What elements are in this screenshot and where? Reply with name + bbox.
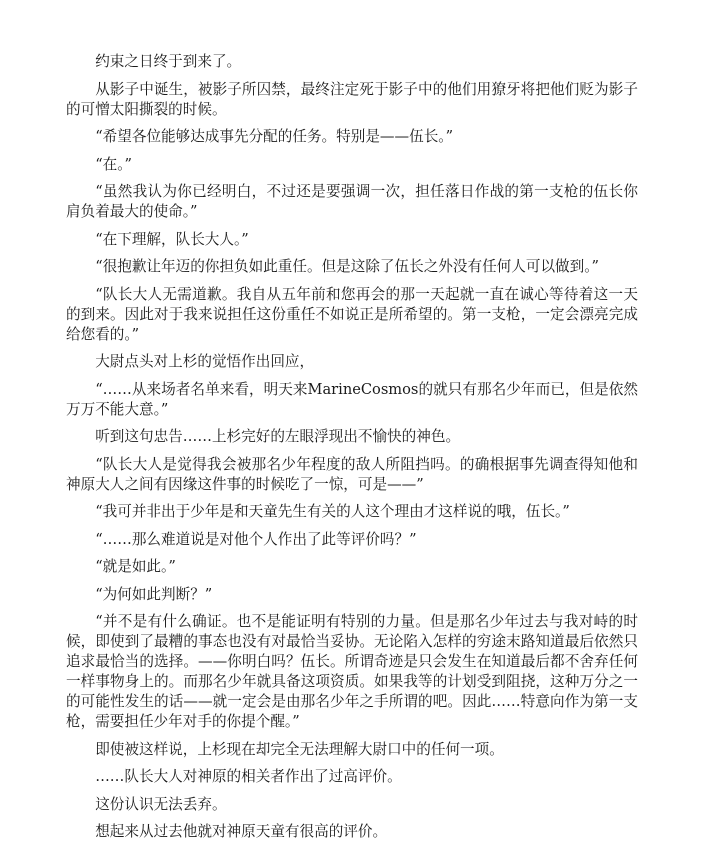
- paragraph: “队长大人无需道歉。我自从五年前和您再会的那一天起就一直在诚心等待着这一天的到来。因此对于我来说担任这份重任不如说正是所希望的。第一支枪，一定会漂亮完成给您看的。”: [66, 285, 638, 343]
- paragraph: “为何如此判断？”: [95, 585, 213, 603]
- paragraph: 想起来从过去他就对神原天童有很高的评价。: [95, 823, 388, 840]
- paragraph: 从影子中诞生，被影子所囚禁，最终注定死于影子中的他们用獠牙将把他们贬为影子的可憎太阳撕裂的时候。: [66, 80, 638, 118]
- paragraph: “我可并非出于少年是和天童先生有关的人这个理由才这样说的哦，伍长。”: [95, 503, 570, 520]
- paragraph: “并不是有什么确证。也不是能证明有特别的力量。但是那名少年过去与我对峙的时候，即使到了最糟的事态也没有对最恰当妥协。无论陷入怎样的穷途末路知道最后依然只追求最恰当的选择。——你明白吗？伍长。所谓奇迹是只会发生在知道最后都不舍弃任何一样事物身上的。而那名少年就具备这项资质。如果我等的计划受到阻挠，这种万分之一的可能性发生的话——就一定会是由那名少年之手所谓的吧。因此……特意向作为第一支枪，需要担任少年对手的你提个醒。”: [66, 613, 638, 730]
- paragraph: “希望各位能够达成事先分配的任务。特别是——伍长。”: [95, 128, 454, 145]
- paragraph: “虽然我认为你已经明白，不过还是要强调一次，担任落日作战的第一支枪的伍长你肩负着最大的使命。”: [66, 183, 638, 220]
- paragraph: “在下理解，队长大人。”: [95, 230, 249, 248]
- paragraph: “在。”: [95, 155, 132, 173]
- paragraph: 听到这句忠告……上杉完好的左眼浮现出不愉快的神色。: [95, 428, 461, 445]
- paragraph: “很抱歉让年迈的你担负如此重任。但是这除了伍长之外没有任何人可以做到。”: [95, 258, 599, 275]
- paragraph: 这份认识无法丢弃。: [95, 795, 227, 813]
- paragraph: 约束之日终于到来了。: [95, 53, 242, 70]
- paragraph: “……从来场者名单来看，明天来MarineCosmos的就只有那名少年而已，但是依然万万不能大意。”: [66, 380, 638, 418]
- paragraph: ……队长大人对神原的相关者作出了过高评价。: [95, 768, 402, 785]
- paragraph: 即使被这样说，上杉现在却完全无法理解大尉口中的任何一项。: [95, 740, 504, 758]
- paragraph: “队长大人是觉得我会被那名少年程度的敌人所阻挡吗。的确根据事先调查得知他和神原大人之间有因缘这件事的时候吃了一惊，可是——”: [66, 455, 638, 493]
- paragraph: “……那么难道说是对他个人作出了此等评价吗？”: [95, 530, 417, 548]
- paragraph: “就是如此。”: [95, 558, 176, 575]
- paragraph: 大尉点头对上杉的觉悟作出回应，: [95, 353, 315, 370]
